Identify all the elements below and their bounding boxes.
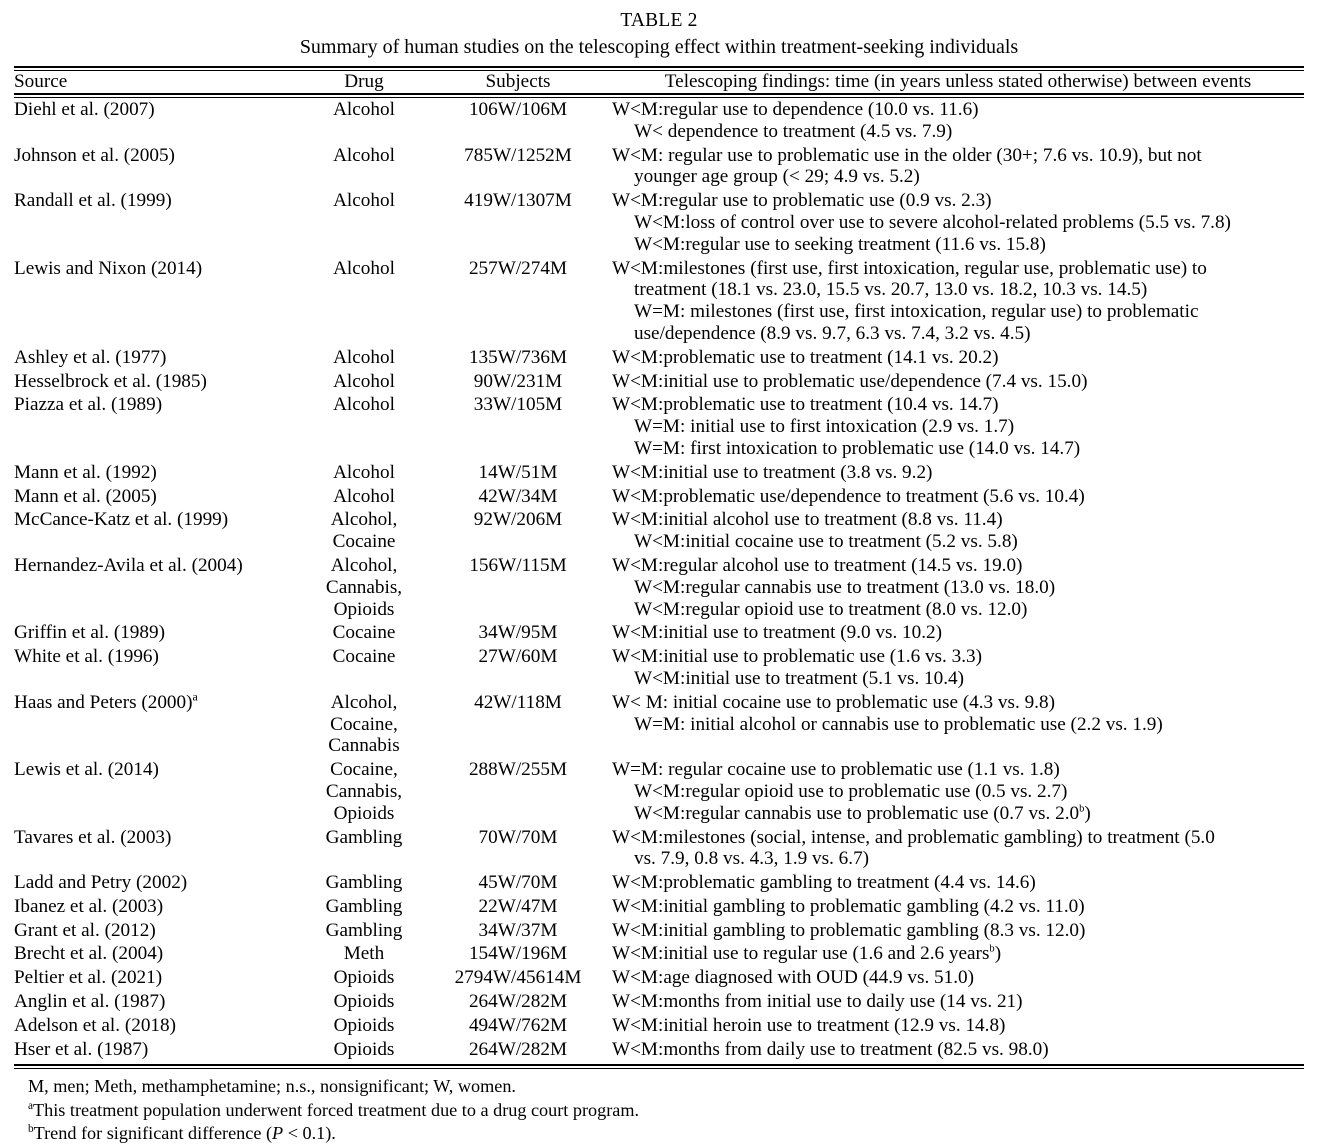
footnote-a-text: This treatment population underwent forced treatment due to a drug court program. bbox=[33, 1099, 640, 1120]
cell-subjects: 42W/118M bbox=[474, 691, 562, 713]
column-header-drug: Drug bbox=[344, 71, 384, 92]
drug-line: Cannabis bbox=[328, 735, 400, 757]
table-row bbox=[14, 919, 1304, 943]
drug-line: Alcohol bbox=[333, 394, 395, 416]
cell-findings bbox=[612, 393, 1304, 460]
cell-findings bbox=[612, 942, 1304, 966]
drug-line: Gambling bbox=[325, 826, 403, 848]
cell-subjects: 34W/37M bbox=[478, 919, 558, 941]
cell-drug bbox=[304, 691, 424, 758]
table-body-wrapper bbox=[14, 98, 1304, 1061]
finding-line: W<M:problematic use to treatment (10.4 vs. 14.7) bbox=[612, 394, 999, 416]
finding-line: W<M:milestones (social, intense, and problematic gambling) to treatment (5.0 bbox=[612, 826, 1215, 848]
table-row bbox=[14, 645, 1304, 691]
cell-findings bbox=[612, 871, 1304, 895]
cell-drug bbox=[304, 919, 424, 943]
table-row bbox=[14, 189, 1304, 256]
table-row bbox=[14, 144, 1304, 190]
cell-findings bbox=[612, 621, 1304, 645]
drug-line: Alcohol bbox=[333, 346, 395, 368]
finding-line: W<M:regular cannabis use to problematic use (0.7 vs. 2.0$^b$) bbox=[634, 802, 1091, 824]
drug-line: Opioids bbox=[333, 1038, 395, 1060]
drug-line: Opioids bbox=[333, 991, 395, 1013]
drug-line: Gambling bbox=[325, 872, 403, 894]
cell-drug bbox=[304, 485, 424, 509]
cell-subjects: 2794W/45614M bbox=[454, 967, 582, 989]
finding-line: W<M:regular opioid use to problematic use (0.5 vs. 2.7) bbox=[634, 780, 1068, 802]
table-row bbox=[14, 871, 1304, 895]
table-body bbox=[14, 98, 1304, 1061]
finding-line: W<M:initial gambling to problematic gambling (8.3 vs. 12.0) bbox=[612, 919, 1086, 941]
column-header-findings: Telescoping findings: time (in years unless stated otherwise) between events bbox=[664, 71, 1252, 92]
cell-source: Brecht et al. (2004) bbox=[14, 943, 164, 965]
cell-source: Peltier et al. (2021) bbox=[14, 967, 163, 989]
cell-subjects: 785W/1252M bbox=[464, 144, 572, 166]
drug-line: Opioids bbox=[333, 1014, 395, 1036]
cell-subjects: 264W/282M bbox=[468, 1038, 568, 1060]
drug-line: Cannabis, bbox=[325, 780, 403, 802]
cell-drug bbox=[304, 144, 424, 190]
cell-source: Ibanez et al. (2003) bbox=[14, 895, 164, 917]
drug-line: Alcohol bbox=[333, 257, 395, 279]
drug-line: Opioids bbox=[333, 967, 395, 989]
cell-drug bbox=[304, 895, 424, 919]
cell-findings bbox=[612, 1014, 1304, 1038]
cell-findings bbox=[612, 895, 1304, 919]
cell-subjects: 264W/282M bbox=[468, 991, 568, 1013]
finding-line: treatment (18.1 vs. 23.0, 15.5 vs. 20.7, 13.0 vs. 18.2, 10.3 vs. 14.5) bbox=[634, 279, 1148, 301]
cell-findings bbox=[612, 346, 1304, 370]
table-footnotes bbox=[14, 1069, 1304, 1146]
cell-findings bbox=[612, 554, 1304, 621]
drug-line: Alcohol bbox=[333, 144, 395, 166]
column-header-subjects: Subjects bbox=[485, 71, 551, 92]
finding-line: W<M:regular alcohol use to treatment (14.5 vs. 19.0) bbox=[612, 554, 1023, 576]
cell-drug bbox=[304, 393, 424, 460]
cell-drug bbox=[304, 1014, 424, 1038]
finding-line: younger age group (< 29; 4.9 vs. 5.2) bbox=[634, 166, 920, 188]
header-row bbox=[14, 71, 1304, 93]
drug-line: Alcohol bbox=[333, 190, 395, 212]
drug-line: Opioids bbox=[333, 598, 395, 620]
cell-drug bbox=[304, 758, 424, 825]
finding-line: W<M:age diagnosed with OUD (44.9 vs. 51.0) bbox=[612, 967, 975, 989]
cell-findings bbox=[612, 1038, 1304, 1062]
cell-source: Johnson et al. (2005) bbox=[14, 144, 175, 166]
cell-drug bbox=[304, 826, 424, 872]
cell-findings bbox=[612, 826, 1304, 872]
drug-line: Cocaine bbox=[332, 646, 396, 668]
drug-line: Alcohol bbox=[333, 485, 395, 507]
table-row bbox=[14, 257, 1304, 346]
cell-subjects: 288W/255M bbox=[468, 759, 568, 781]
cell-subjects: 27W/60M bbox=[478, 646, 558, 668]
cell-source: Hser et al. (1987) bbox=[14, 1038, 149, 1060]
finding-line: W<M:regular cannabis use to treatment (13.0 vs. 18.0) bbox=[634, 576, 1056, 598]
drug-line: Alcohol bbox=[333, 99, 395, 120]
drug-line: Alcohol bbox=[333, 461, 395, 483]
cell-findings bbox=[612, 189, 1304, 256]
finding-line: W<M:initial use to problematic use/dependence (7.4 vs. 15.0) bbox=[612, 370, 1088, 392]
drug-line: Alcohol, bbox=[330, 509, 398, 531]
cell-subjects: 257W/274M bbox=[468, 257, 568, 279]
table-row bbox=[14, 1014, 1304, 1038]
cell-subjects: 22W/47M bbox=[478, 895, 558, 917]
finding-line: vs. 7.9, 0.8 vs. 4.3, 1.9 vs. 6.7) bbox=[634, 848, 870, 870]
cell-subjects: 106W/106M bbox=[468, 99, 568, 120]
cell-subjects: 70W/70M bbox=[478, 826, 558, 848]
cell-subjects: 154W/196M bbox=[468, 943, 568, 965]
table-row bbox=[14, 621, 1304, 645]
finding-line: W<M:initial use to treatment (3.8 vs. 9.2) bbox=[612, 461, 933, 483]
cell-findings bbox=[612, 257, 1304, 346]
cell-drug bbox=[304, 346, 424, 370]
finding-line: W=M: initial alcohol or cannabis use to problematic use (2.2 vs. 1.9) bbox=[634, 713, 1163, 735]
finding-line: W<M:initial use to regular use (1.6 and 2.6 years$^b$) bbox=[612, 943, 1002, 965]
cell-drug bbox=[304, 98, 424, 144]
cell-drug bbox=[304, 942, 424, 966]
cell-subjects: 33W/105M bbox=[473, 394, 563, 416]
cell-source: Adelson et al. (2018) bbox=[14, 1014, 176, 1036]
finding-line: W<M:initial cocaine use to treatment (5.2 vs. 5.8) bbox=[634, 531, 1018, 553]
cell-source: Lewis and Nixon (2014) bbox=[14, 257, 203, 279]
cell-drug bbox=[304, 645, 424, 691]
cell-drug bbox=[304, 508, 424, 554]
table-number: TABLE 2 bbox=[620, 10, 698, 31]
cell-source: White et al. (1996) bbox=[14, 646, 159, 668]
finding-line: W<M:regular use to dependence (10.0 vs. 11.6) bbox=[612, 99, 979, 120]
footnote-b bbox=[28, 1122, 1304, 1146]
cell-drug bbox=[304, 370, 424, 394]
table-row bbox=[14, 1038, 1304, 1062]
footnote-a bbox=[28, 1099, 1304, 1123]
cell-source: Grant et al. (2012) bbox=[14, 919, 156, 941]
cell-findings bbox=[612, 691, 1304, 758]
cell-subjects: 494W/762M bbox=[468, 1014, 568, 1036]
cell-subjects: 92W/206M bbox=[473, 509, 563, 531]
cell-source: Mann et al. (1992) bbox=[14, 461, 157, 483]
cell-subjects: 34W/95M bbox=[478, 622, 558, 644]
footnote-b-text-pre: Trend for significant difference ( bbox=[33, 1123, 273, 1144]
telescoping-studies-table bbox=[14, 71, 1304, 93]
table-caption bbox=[14, 0, 1304, 61]
cell-drug bbox=[304, 990, 424, 1014]
finding-line: W<M:regular opioid use to treatment (8.0 vs. 12.0) bbox=[634, 598, 1028, 620]
table-row bbox=[14, 508, 1304, 554]
finding-line: W<M:milestones (first use, first intoxication, regular use, problematic use) to bbox=[612, 257, 1207, 279]
table-title: Summary of human studies on the telescoping effect within treatment-seeking individuals bbox=[299, 36, 1019, 58]
finding-line: W<M:initial heroin use to treatment (12.9 vs. 14.8) bbox=[612, 1014, 1006, 1036]
finding-line: W<M:initial gambling to problematic gambling (4.2 vs. 11.0) bbox=[612, 895, 1085, 917]
table-row bbox=[14, 758, 1304, 825]
cell-drug bbox=[304, 554, 424, 621]
cell-subjects: 135W/736M bbox=[468, 346, 568, 368]
cell-findings bbox=[612, 758, 1304, 825]
table-row bbox=[14, 691, 1304, 758]
cell-drug bbox=[304, 189, 424, 256]
cell-subjects: 45W/70M bbox=[478, 872, 558, 894]
drug-line: Meth bbox=[343, 943, 385, 965]
cell-source: Griffin et al. (1989) bbox=[14, 622, 165, 644]
finding-line: W<M:initial alcohol use to treatment (8.8 vs. 11.4) bbox=[612, 509, 1003, 531]
cell-subjects: 156W/115M bbox=[469, 554, 567, 576]
finding-line: W=M: initial use to first intoxication (2.9 vs. 1.7) bbox=[634, 416, 1015, 438]
table-row bbox=[14, 895, 1304, 919]
finding-line: use/dependence (8.9 vs. 9.7, 6.3 vs. 7.4, 3.2 vs. 4.5) bbox=[634, 322, 1031, 344]
finding-line: W=M: milestones (first use, first intoxication, regular use) to problematic bbox=[634, 301, 1199, 323]
drug-line: Alcohol bbox=[333, 370, 395, 392]
drug-line: Alcohol, bbox=[330, 691, 398, 713]
table-row bbox=[14, 346, 1304, 370]
table-row bbox=[14, 393, 1304, 460]
footnote-b-text-post: < 0.1). bbox=[283, 1123, 336, 1144]
finding-line: W<M:months from daily use to treatment (82.5 vs. 98.0) bbox=[612, 1038, 1049, 1060]
footnote-abbreviations: M, men; Meth, methamphetamine; n.s., nonsignificant; W, women. bbox=[28, 1076, 516, 1097]
cell-findings bbox=[612, 461, 1304, 485]
footnote-a-marker: a bbox=[28, 1099, 34, 1112]
cell-source: Hesselbrock et al. (1985) bbox=[14, 370, 207, 392]
footnote-b-pvalue-symbol: P bbox=[272, 1123, 284, 1144]
finding-line: W<M:regular use to problematic use (0.9 vs. 2.3) bbox=[612, 190, 992, 212]
cell-source: Haas and Peters $(2000)^a$ bbox=[14, 689, 198, 713]
cell-source: Ashley et al. (1977) bbox=[14, 346, 167, 368]
cell-drug bbox=[304, 966, 424, 990]
footnote-marker: b bbox=[1079, 803, 1085, 815]
footnote-b-marker: b bbox=[28, 1123, 34, 1136]
cell-findings bbox=[612, 990, 1304, 1014]
column-header-source: Source bbox=[14, 71, 68, 92]
table-row bbox=[14, 826, 1304, 872]
cell-findings bbox=[612, 485, 1304, 509]
cell-subjects: 14W/51M bbox=[478, 461, 558, 483]
table-row bbox=[14, 461, 1304, 485]
cell-drug bbox=[304, 871, 424, 895]
cell-source: Diehl et al. (2007) bbox=[14, 99, 155, 120]
table-row bbox=[14, 990, 1304, 1014]
cell-findings bbox=[612, 144, 1304, 190]
cell-subjects: 90W/231M bbox=[473, 370, 563, 392]
drug-line: Cocaine bbox=[332, 622, 396, 644]
cell-drug bbox=[304, 461, 424, 485]
cell-source: Anglin et al. (1987) bbox=[14, 991, 166, 1013]
cell-drug bbox=[304, 621, 424, 645]
table-row bbox=[14, 554, 1304, 621]
finding-line: W< dependence to treatment (4.5 vs. 7.9) bbox=[634, 120, 953, 142]
drug-line: Cocaine, bbox=[330, 759, 398, 781]
cell-findings bbox=[612, 966, 1304, 990]
table-row bbox=[14, 942, 1304, 966]
cell-drug bbox=[304, 1038, 424, 1062]
finding-line: W<M:regular use to seeking treatment (11.6 vs. 15.8) bbox=[634, 233, 1046, 255]
drug-line: Cocaine bbox=[332, 531, 396, 553]
finding-line: W<M:initial use to treatment (9.0 vs. 10.2) bbox=[612, 622, 943, 644]
drug-line: Cannabis, bbox=[325, 576, 403, 598]
cell-source: Tavares et al. (2003) bbox=[14, 826, 172, 848]
finding-line: W=M: first intoxication to problematic use (14.0 vs. 14.7) bbox=[634, 437, 1081, 459]
cell-findings bbox=[612, 98, 1304, 144]
cell-source: Ladd and Petry (2002) bbox=[14, 872, 188, 894]
cell-source: Mann et al. (2005) bbox=[14, 485, 157, 507]
finding-line: W<M:problematic use/dependence to treatment (5.6 vs. 10.4) bbox=[612, 485, 1085, 507]
table-row bbox=[14, 485, 1304, 509]
cell-subjects: 419W/1307M bbox=[464, 190, 572, 212]
finding-line: W<M:months from initial use to daily use (14 vs. 21) bbox=[612, 991, 1023, 1013]
drug-line: Gambling bbox=[325, 919, 403, 941]
finding-line: W=M: regular cocaine use to problematic use (1.1 vs. 1.8) bbox=[612, 759, 1060, 781]
drug-line: Alcohol, bbox=[330, 554, 398, 576]
drug-line: Opioids bbox=[333, 802, 395, 824]
cell-findings bbox=[612, 919, 1304, 943]
finding-line: W<M:initial use to problematic use (1.6 vs. 3.3) bbox=[612, 646, 982, 668]
cell-findings bbox=[612, 370, 1304, 394]
cell-source: Hernandez-Avila et al. (2004) bbox=[14, 554, 243, 576]
cell-subjects: 42W/34M bbox=[478, 485, 558, 507]
cell-drug bbox=[304, 257, 424, 346]
finding-line: W<M: regular use to problematic use in the older (30+; 7.6 vs. 10.9), but not bbox=[612, 144, 1202, 166]
cell-findings bbox=[612, 645, 1304, 691]
table-row bbox=[14, 98, 1304, 144]
footnote-marker: a bbox=[192, 689, 198, 704]
cell-source: McCance-Katz et al. (1999) bbox=[14, 509, 229, 531]
cell-source: Randall et al. (1999) bbox=[14, 190, 172, 212]
finding-line: W<M:problematic use to treatment (14.1 vs. 20.2) bbox=[612, 346, 999, 368]
drug-line: Cocaine, bbox=[330, 713, 398, 735]
footnote-marker: b bbox=[989, 944, 995, 956]
finding-line: W<M:problematic gambling to treatment (4.4 vs. 14.6) bbox=[612, 872, 1036, 894]
finding-line: W< M: initial cocaine use to problematic use (4.3 vs. 9.8) bbox=[612, 691, 1055, 713]
cell-source: Lewis et al. (2014) bbox=[14, 759, 159, 781]
drug-line: Gambling bbox=[325, 895, 403, 917]
cell-findings bbox=[612, 508, 1304, 554]
finding-line: W<M:initial use to treatment (5.1 vs. 10.4) bbox=[634, 667, 965, 689]
cell-source: Piazza et al. (1989) bbox=[14, 394, 163, 416]
finding-line: W<M:loss of control over use to severe alcohol-related problems (5.5 vs. 7.8) bbox=[634, 211, 1231, 233]
table-header bbox=[14, 71, 1304, 93]
table-row bbox=[14, 370, 1304, 394]
table-row bbox=[14, 966, 1304, 990]
